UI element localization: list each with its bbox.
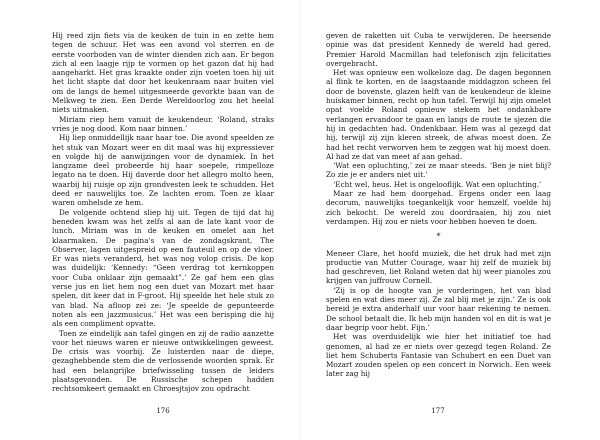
paragraph: geven de raketten uit Cuba te verwijderen. De heersende opinie was dat president Kennedy de wereld had gered. Premier Harold Macmillan had telefonisch zijn felicitaties overgebracht. — [326, 31, 551, 68]
paragraph: Toen ze eindelijk aan tafel gingen en zij de radio aanzette voor het nieuws waren er nieuwe ontwikkelingen geweest. De crisis was voorbij. Ze luisterden naar de diepe, gezaghebbende stem die de verlossende woorden sprak. Er had een belangrijke briefwisseling tussen de leiders plaatsgevonden. De Russische schepen hadden rechtsomkeert gemaakt en Chroesjtsjov zou opdracht — [52, 328, 274, 394]
paragraph: Meneer Clare, het hoofd muziek, die het druk had met zijn productie van Mutter Courage, waar hij zelf de muziek bij had geschreven, liet Roland weten dat hij weer pianoles zou krijgen van juffrouw Cornell. — [326, 248, 551, 286]
paragraph: Het was opnieuw een wolkeloze dag. De dagen begonnen al flink te korten, en de laagstaande middagzon scheen fel door de bovenste, glazen helft van de keukendeur de kleine huiskamer binnen, recht op hun tafel. Terwijl hij zijn omelet opat voelde Roland opnieuw stekem het ondankbare verlangen ervandoor te gaan en langs de route te sjezen die hij in gedachten had. Ondenkbaar. Hem was al gezegd dat hij, terwijl zij zijn kleren streek, de afwas moest doen. Ze had het recht verworven hem te zeggen wat hij moest doen. Al had ze dat van meet af aan gehad. — [326, 68, 551, 161]
right-page — [300, 0, 600, 440]
paragraph: Hij reed zijn fiets via de keuken de tuin in en zette hem tegen de schuur. Het was een avond vol sterren en de eerste voorboden van de winter dienden zich aan. Er begon zich al een laagje rijp te vormen op het gazon dat hij had aangeharkt. Het gras kraakte onder zijn voeten toen hij uit het licht stapte dat door het keukenraam naar buiten viel om de langs de hemel uitgesmeerde gevorkte baan van de Melkweg te zien. Een Derde Wereldoorlog zou het heelal niets uitmaken. — [52, 31, 274, 115]
paragraph: De volgende ochtend sliep hij uit. Tegen de tijd dat hij beneden kwam was het zelfs al aan de late kant voor de lunch. Miriam was in de keuken en omelet aan het klaarmaken. De pagina's van de zondagskrant, The Observer, lagen uitgespreid op een fauteuil en op de vloer. Er was niets veranderd, het was nog volop crisis. De kop was duidelijk: ‘Kennedy: “Geen verdrag tot kernkoppen voor Cuba onklaar zijn gemaakt”.’ Ze gaf hem een glas verse jus en liet hem nog een duet van Mozart met haar spelen, dit keer dat in F-groot. Hij speelde het hele stuk zo van blad. Na afloop zei ze: ‘Je speelde de gepunteerde noten als een jazzmusicus.’ Het was een berisping die hij als een compliment opvatte. — [52, 207, 274, 329]
paragraph: Miriam riep hem vanuit de keukendeur. ‘Roland, straks vries je nog dood. Kom naar binnen.’ — [52, 114, 274, 133]
left-page-text — [52, 31, 274, 394]
section-break: * — [436, 232, 441, 242]
right-page-text — [326, 31, 551, 379]
page-number: 177 — [431, 407, 445, 415]
paragraph: Hij liep onmiddellijk naar haar toe. Die avond speelden ze het stuk van Mozart weer en dit maal was hij expressiever en volgde hij de aanwijzingen voor de dynamiek. In het langzame deel probeerde hij haar soepele, rimpelloze legato na te doen. Hij daverde door het allegro molto heen, waarbij hij ruisje op zijn grondvesten leek te schudden. Het deed er nauwelijks toe. Ze lachten erom. Toen ze klaar waren omhelsde ze hem. — [52, 133, 274, 208]
paragraph: ‘Echt wel, heus. Het is ongelooflijk. Wat een opluchting.’ — [333, 179, 542, 189]
paragraph: ‘Zij is op de hoogte van je vorderingen, het van blad spelen en wat dies meer zij. Ze zal blij met je zijn.’ Ze is ook bereid je extra anderhalf uur voor haar rekening te nemen. De school betaalt die. Ik heb mijn handen vol en dit is wat je daar begrip voor hebt. Fijn.’ — [326, 285, 551, 332]
paragraph: Maar ze had hem doorgehad. Ergens onder een laag decorum, nauwelijks toegankelijk voor hemzelf, voelde hij zich bekocht. De wereld zou doordraaien, hij zou niet verdampen. Hij zou er niets voor hebben hoeven te doen. — [326, 189, 551, 226]
paragraph: ‘Wat een opluchting,’ zei ze maar steeds. ‘Ben je niet blij? Zo zie je er anders niet uit.’ — [326, 161, 551, 180]
page-number: 176 — [156, 407, 170, 415]
paragraph: Het was overduidelijk wie hier het initiatief toe had genomen, al had ze er niets over gezegd tegen Roland. Ze liet hem Schuberts Fantasie van Schubert en een Duet van Mozart zouden spelen op een concert in Norwich. Een week later zag hij — [326, 332, 551, 379]
